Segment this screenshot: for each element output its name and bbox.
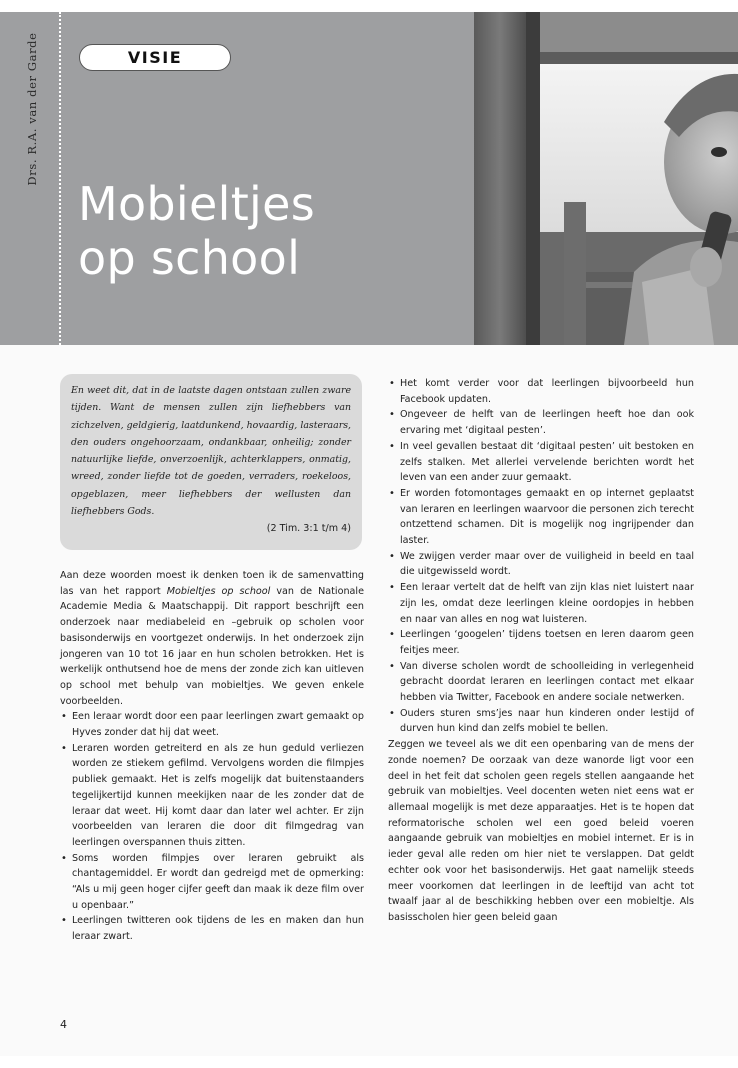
right-column <box>388 376 694 926</box>
right-bullet-list <box>388 376 694 737</box>
title-line-2: op school <box>78 231 301 285</box>
intro-text-end: van de Nationale Academie Media & Maatschappij. Dit rapport beschrijft een onderzoek naar mediabeleid en –gebruik op scholen voor basisonderwijs en voortgezet onderwijs. In het onderzoek zijn jongeren van 10 tot 16 jaar en hun scholen betrokken. Het is werkelijk onthutsend hoe de mens der zonde zich kan uitleven op school met behulp van mobieltjes. We geven enkele voorbeelden. <box>60 585 364 707</box>
list-item: • Een leraar wordt door een paar leerlingen zwart gemaakt op Hyves zonder dat hij dat weet. <box>60 709 364 740</box>
intro-paragraph <box>60 568 364 709</box>
list-item: • Een leraar vertelt dat de helft van zijn klas niet luistert naar zijn les, omdat deze leerlingen kleine oordopjes in hebben en naar van alles en nog wat luisteren. <box>388 580 694 627</box>
title-line-1: Mobieltjes <box>78 177 315 231</box>
list-item: • We zwijgen verder maar over de vuiligheid in beeld en taal die uitgewisseld wordt. <box>388 549 694 580</box>
section-label: VISIE <box>79 44 231 71</box>
list-item: • Ongeveer de helft van de leerlingen heeft hoe dan ook ervaring met ‘digitaal pesten’. <box>388 407 694 438</box>
list-item: • Er worden fotomontages gemaakt en op internet geplaatst van leraren en leerlingen waarvoor die personen zich terecht ontzettend schamen. Dit is mogelijk nog ingrijpender dan laster. <box>388 486 694 549</box>
list-item: • Soms worden filmpjes over leraren gebruikt als chantagemiddel. Er wordt dan gedreigd met de opmerking: “Als u mij geen hoger cijfer geeft dan maak ik deze film over u openbaar.” <box>60 851 364 914</box>
left-bullet-list <box>60 709 364 945</box>
intro-text-start: Aan deze woorden moest ik denken toen ik de samenvatting las van het rapport <box>60 570 364 597</box>
list-item: • Van diverse scholen wordt de schoolleiding in verlegenheid gebracht doordat leraren en leerlingen contact met elkaar hebben via Twitter, Facebook en andere sociale netwerken. <box>388 659 694 706</box>
author-byline <box>22 22 42 202</box>
list-item: • Leerlingen ‘googelen’ tijdens toetsen en leren daarom geen feitjes meer. <box>388 627 694 658</box>
list-item: • Ouders sturen sms’jes naar hun kinderen onder lestijd of durven hun kind dan zelfs mobiel te bellen. <box>388 706 694 737</box>
bible-quote-box <box>60 374 362 550</box>
list-item: • Het komt verder voor dat leerlingen bijvoorbeeld hun Facebook updaten. <box>388 376 694 407</box>
report-title: Mobieltjes op school <box>166 585 271 597</box>
dotted-divider <box>59 12 61 345</box>
closing-paragraph: Zeggen we teveel als we dit een openbaring van de mens der zonde noemen? De oorzaak van deze wanorde ligt voor een deel in het feit dat scholen geen regels stellen aangaande het gebruik van mobieltjes. Veel docenten weten niet eens wat er allemaal mogelijk is met deze apparaatjes. Het is te hopen dat reformatorische scholen wel een goed beleid voeren aangaande gebruik van mobieltjes en mobiel internet. Er is in ieder geval alle reden om hier niet te verslappen. Dat geldt echter ook voor het basisonderwijs. Het gaat namelijk steeds meer voorkomen dat leerlingen in de leeftijd van acht tot twaalf jaar al de beschikking hebben over een mobieltje. Als basisscholen hier geen beleid gaan <box>388 739 694 923</box>
boy-with-phone-photo <box>474 12 738 345</box>
list-item: • In veel gevallen bestaat dit ‘digitaal pesten’ uit bestoken en zelfs stalken. Met allerlei vervelende berichten wordt het leven van een ander zuur gemaakt. <box>388 439 694 486</box>
quote-reference: (2 Tim. 3:1 t/m 4) <box>266 523 351 535</box>
left-column <box>60 568 364 945</box>
list-item: • Leerlingen twitteren ook tijdens de les en maken dan hun leraar zwart. <box>60 913 364 944</box>
page-number: 4 <box>60 1018 67 1031</box>
list-item: • Leraren worden getreiterd en als ze hun geduld verliezen worden ze stiekem gefilmd. Vervolgens worden die filmpjes publiek gemaakt. Het is zelfs mogelijk dat buitenstaanders tegelijkertijd kunnen meekijken naar de les zonder dat de leraar dat weet. Hij komt daar dan later wel achter. Er zijn voorbeelden van leraren die door dit filmgedrag van leerlingen overspannen thuis zitten. <box>60 741 364 851</box>
quote-text: En weet dit, dat in de laatste dagen ontstaan zullen zware tijden. Want de mensen zullen zijn liefhebbers van zichzelven, geldgierig, laatdunkend, hovaardig, lasteraars, den ouders ongehoorzaam, ondankbaar, onheilig; zonder natuurlijke liefde, onverzoenlijk, achterklappers, onmatig, wreed, zonder liefde tot de goeden, verraders, roekeloos, opgeblazen, meer liefhebbers der wellusten dan liefhebbers Gods. <box>71 385 351 518</box>
page-title <box>78 177 468 285</box>
author-name: Drs. R.A. van der Garde <box>25 32 39 186</box>
